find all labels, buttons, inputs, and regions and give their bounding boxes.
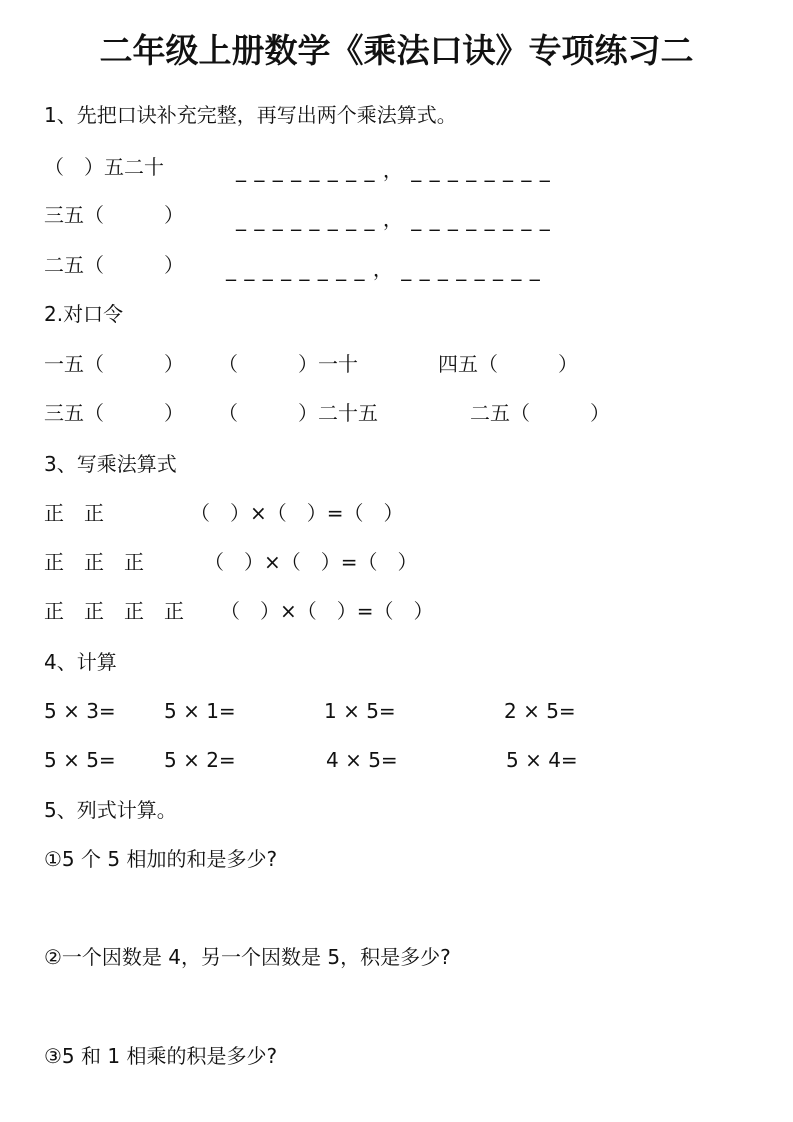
q1-row-1-blanks[interactable]: _ _ _ _ _ _ _ _ ， _ _ _ _ _ _ _ _	[236, 158, 551, 182]
q1-row-3-text: 二五（ ）	[44, 253, 184, 277]
q3-formula: （ ）×（ ）=（ ）	[220, 599, 434, 623]
q4-problem: 5 × 4=	[506, 748, 578, 772]
q5-question-3: ③5 和 1 相乘的积是多少?	[44, 1044, 278, 1068]
q3-tally: 正 正 正 正	[44, 599, 184, 623]
q4-problem: 5 × 5=	[44, 748, 116, 772]
q2-item: 一五（ ）	[44, 352, 184, 376]
q2-item: 三五（ ）	[44, 401, 184, 425]
q2-item: （ ）二十五	[218, 401, 378, 425]
q4-problem: 1 × 5=	[324, 699, 396, 723]
q1-row-2-text: 三五（ ）	[44, 203, 184, 227]
page-title: 二年级上册数学《乘法口诀》专项练习二	[99, 31, 694, 70]
q3-tally: 正 正 正	[44, 550, 144, 574]
section-4-heading: 4、计算	[44, 650, 117, 674]
q1-row-2-blanks[interactable]: _ _ _ _ _ _ _ _ ， _ _ _ _ _ _ _ _	[236, 207, 551, 231]
section-2-heading: 2.对口令	[44, 302, 124, 326]
q3-tally: 正 正	[44, 501, 104, 525]
q4-problem: 5 × 1=	[164, 699, 236, 723]
section-3-heading: 3、写乘法算式	[44, 452, 177, 476]
q4-problem: 5 × 3=	[44, 699, 116, 723]
section-5-heading: 5、列式计算。	[44, 798, 177, 822]
q5-question-2: ②一个因数是 4，另一个因数是 5，积是多少?	[44, 945, 451, 969]
q4-problem: 2 × 5=	[504, 699, 576, 723]
q4-problem: 5 × 2=	[164, 748, 236, 772]
q5-question-1: ①5 个 5 相加的和是多少?	[44, 847, 278, 871]
q2-item: 四五（ ）	[438, 352, 578, 376]
section-1-heading: 1、先把口诀补充完整，再写出两个乘法算式。	[44, 103, 457, 127]
q2-item: 二五（ ）	[470, 401, 610, 425]
q3-formula: （ ）×（ ）=（ ）	[204, 550, 418, 574]
q1-row-1-text: （ ）五二十	[44, 155, 164, 179]
q2-item: （ ）一十	[218, 352, 358, 376]
q4-problem: 4 × 5=	[326, 748, 398, 772]
q3-formula: （ ）×（ ）=（ ）	[190, 501, 404, 525]
q1-row-3-blanks[interactable]: _ _ _ _ _ _ _ _ ， _ _ _ _ _ _ _ _	[226, 257, 541, 281]
